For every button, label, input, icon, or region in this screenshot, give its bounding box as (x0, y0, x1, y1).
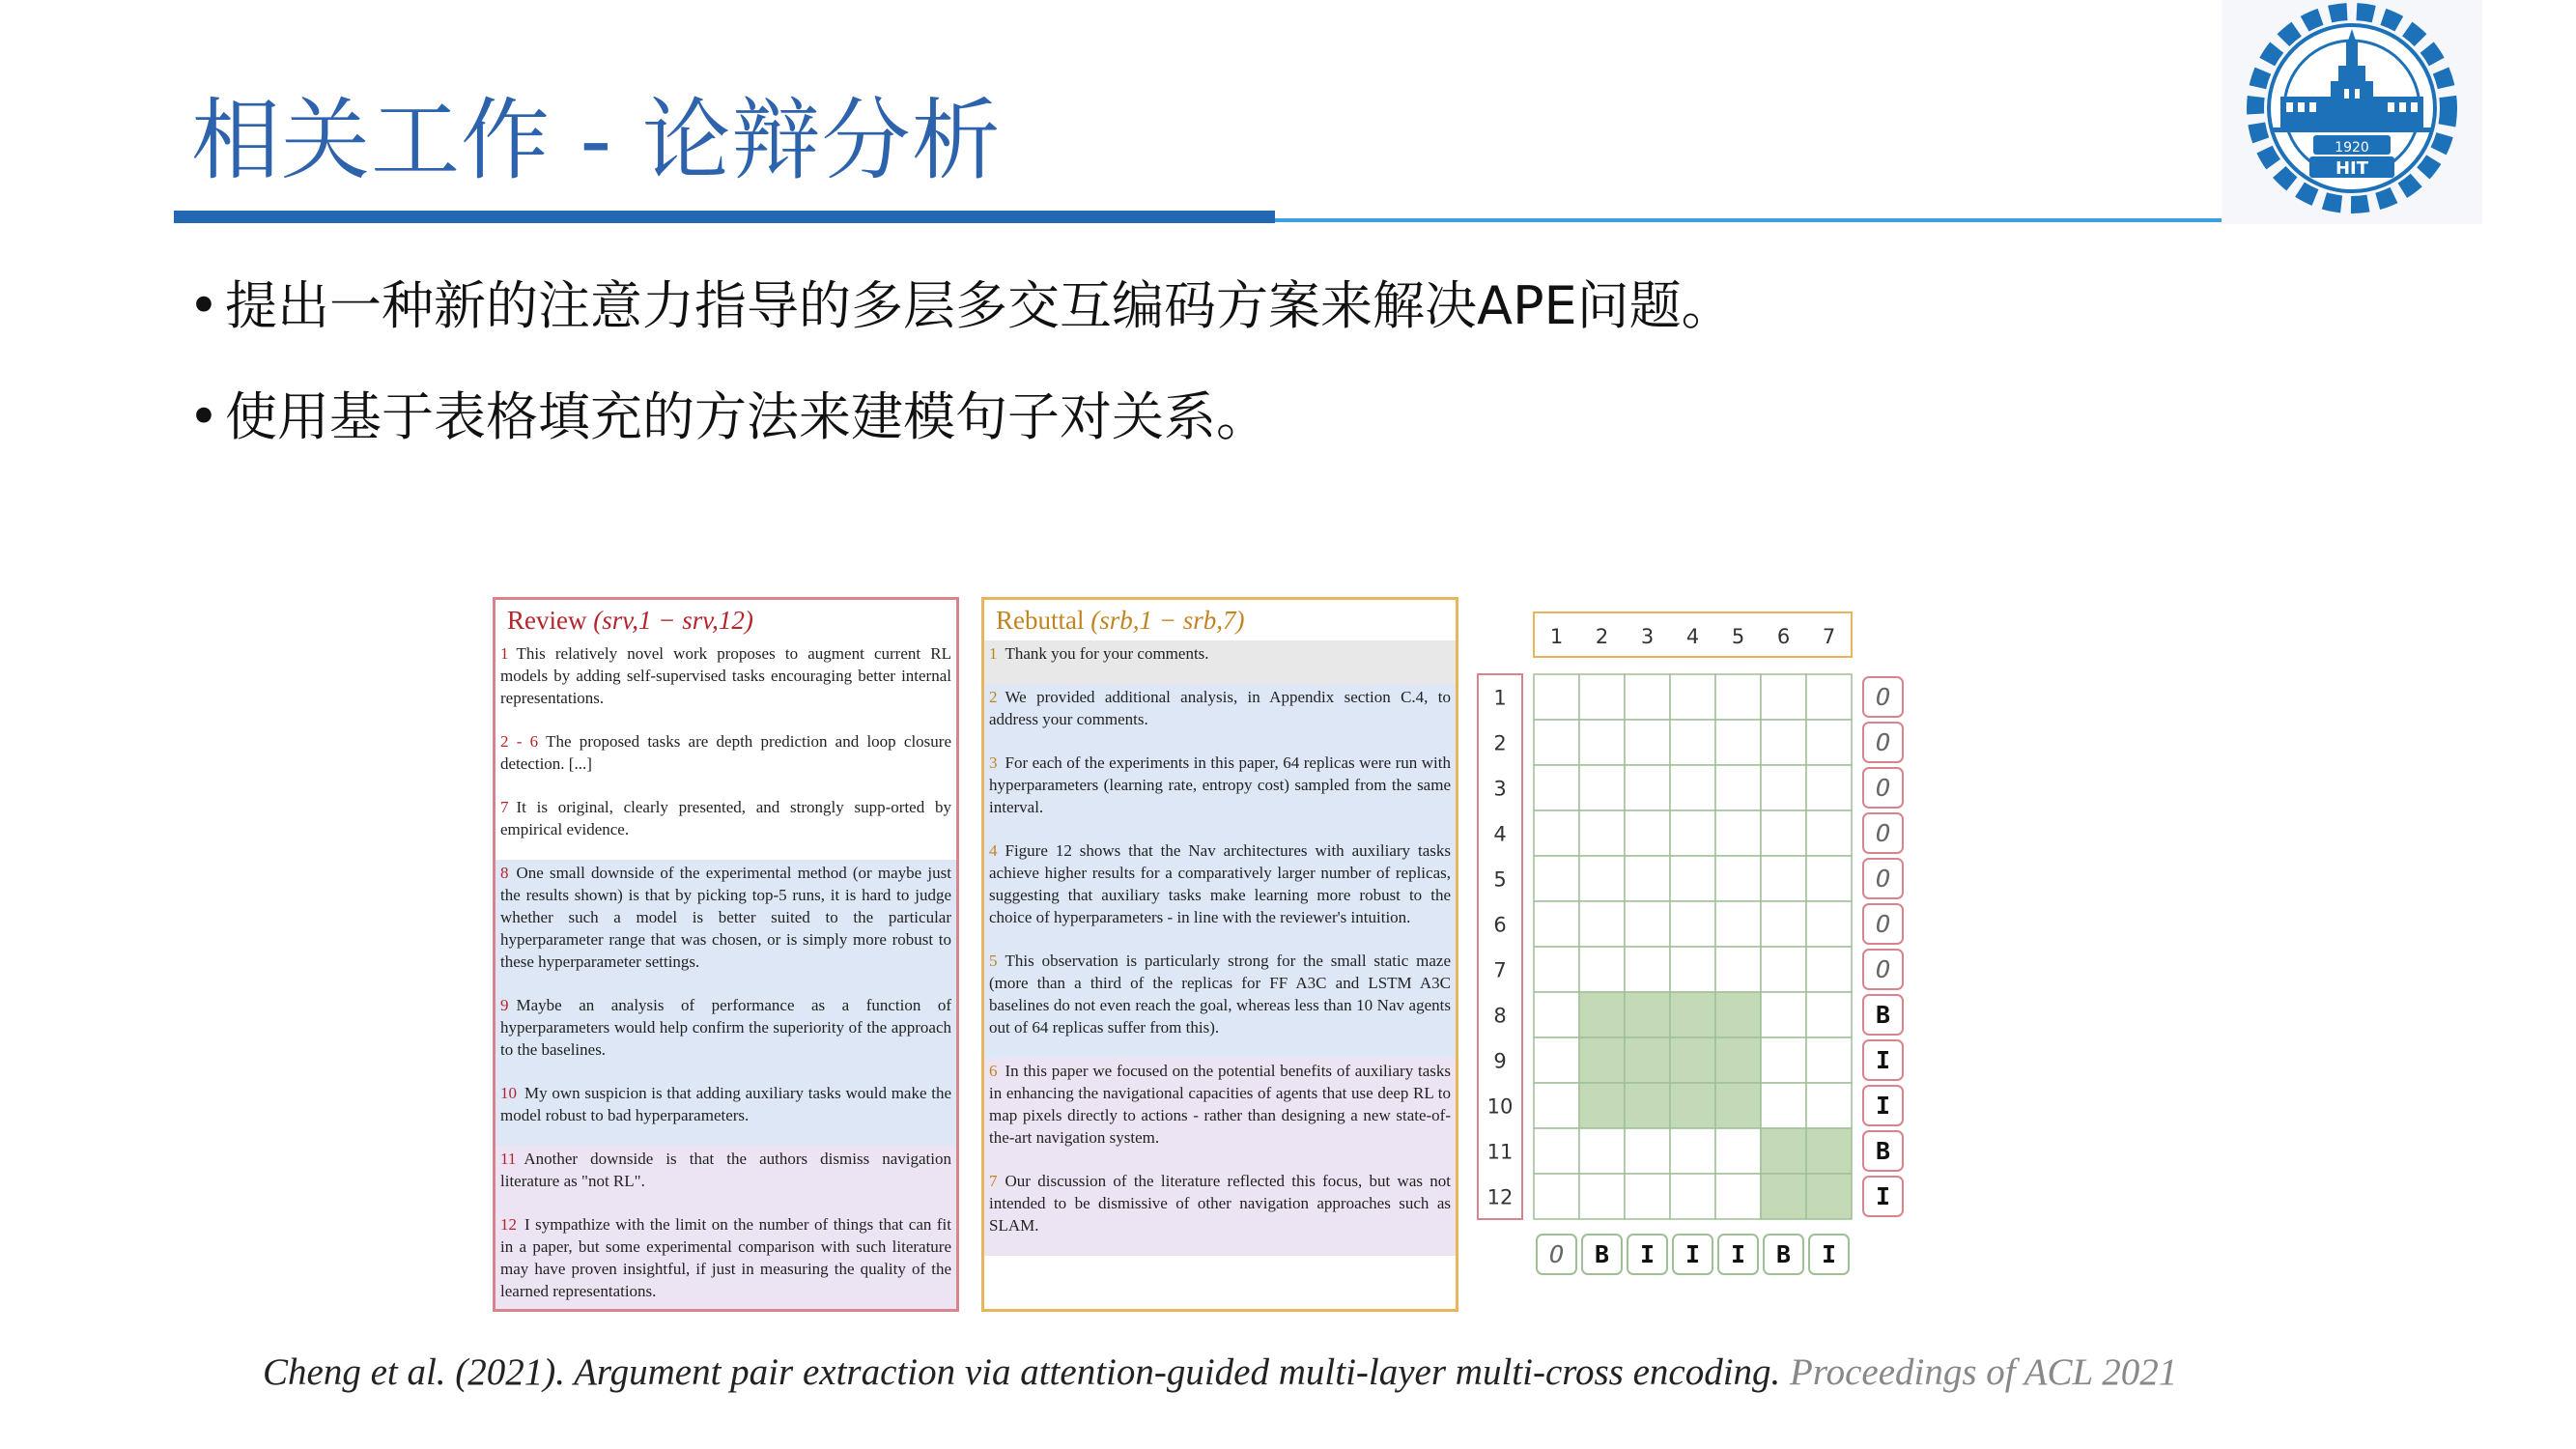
table-cell (1534, 1174, 1579, 1219)
table-cell (1579, 992, 1625, 1037)
table-cell (1625, 901, 1670, 947)
citation (263, 1350, 2177, 1394)
citation-venue: Proceedings of ACL 2021 (1790, 1351, 2178, 1393)
column-label: 5 (1731, 625, 1745, 648)
review-segment-number: 11 (500, 1150, 517, 1168)
table-cell (1579, 720, 1625, 765)
table-cell (1806, 856, 1852, 901)
review-segment-text: Another downside is that the authors dismiss navigation literature as "not RL". (500, 1150, 951, 1190)
table-cell (1670, 1037, 1715, 1083)
review-segment-text: This relatively novel work proposes to augment current RL models by adding self-supervised tasks encouraging better internal representations. (500, 644, 951, 707)
table-cell (1715, 947, 1761, 992)
table-cell (1761, 720, 1806, 765)
table-cell (1534, 765, 1579, 810)
table-cell (1625, 674, 1670, 720)
table-cell (1534, 720, 1579, 765)
table-cell (1806, 947, 1852, 992)
table-cell (1761, 1083, 1806, 1128)
review-segment (495, 640, 956, 728)
row-label: 10 (1486, 1094, 1514, 1119)
bullet-item (188, 275, 1734, 336)
review-segment-number: 1 (500, 644, 509, 663)
hit-logo-icon (2222, 0, 2482, 224)
table-cell (1670, 992, 1715, 1037)
table-cell (1806, 1128, 1852, 1174)
review-span: (srv,1 − srv,12) (593, 606, 753, 635)
rebuttal-segment (984, 838, 1456, 948)
row-tag: B (1875, 1001, 1891, 1029)
table-cell (1625, 1083, 1670, 1128)
table-cell (1534, 674, 1579, 720)
review-segment (495, 1211, 956, 1312)
table-cell (1761, 765, 1806, 810)
table-cell (1670, 856, 1715, 901)
table-cell (1806, 1037, 1852, 1083)
review-segment-text: I sympathize with the limit on the number of things that can fit in a paper, but some experimental comparison with such literature may have proven insightful, if just in measuring the quality of the learned representations. (500, 1215, 951, 1300)
table-cell (1806, 765, 1852, 810)
rebuttal-segment-text: We provided additional analysis, in Appendix section C.4, to address your comments. (989, 688, 1451, 728)
row-label: 9 (1493, 1049, 1507, 1073)
table-cell (1534, 1083, 1579, 1128)
review-segment-number: 2 - 6 (500, 732, 539, 751)
table-cell (1715, 1037, 1761, 1083)
column-tag: I (1684, 1240, 1701, 1268)
table-cell (1534, 901, 1579, 947)
pair-table-svg (1476, 611, 1920, 1296)
row-label: 8 (1493, 1004, 1507, 1028)
table-cell (1670, 1174, 1715, 1219)
row-tag: I (1875, 1046, 1891, 1074)
review-segment-number: 8 (500, 864, 509, 882)
table-cell (1715, 1174, 1761, 1219)
table-cell (1534, 1128, 1579, 1174)
table-cell (1670, 674, 1715, 720)
row-tag: O (1875, 955, 1891, 983)
rebuttal-segment-number: 5 (989, 952, 998, 970)
column-tag: B (1775, 1240, 1792, 1268)
rebuttal-header (984, 600, 1456, 640)
rebuttal-segment (984, 684, 1456, 750)
table-cell (1761, 947, 1806, 992)
table-cell (1670, 901, 1715, 947)
rebuttal-span: (srb,1 − srb,7) (1090, 606, 1245, 635)
review-segment (495, 860, 956, 992)
review-segment-number: 9 (500, 996, 509, 1014)
review-segment-text: The proposed tasks are depth prediction and loop closure detection. [...] (500, 732, 951, 773)
review-segment-text: My own suspicion is that adding auxiliary tasks would make the model robust to bad hyperparameters. (500, 1084, 951, 1124)
table-cell (1579, 674, 1625, 720)
table-cell (1715, 810, 1761, 856)
rebuttal-segments (984, 640, 1456, 1256)
table-cell (1761, 674, 1806, 720)
table-cell (1625, 1174, 1670, 1219)
table-cell (1715, 1128, 1761, 1174)
table-cell (1715, 765, 1761, 810)
pair-table (1476, 611, 1920, 1300)
review-header (495, 600, 956, 640)
rebuttal-segment-text: Thank you for your comments. (1005, 644, 1209, 663)
table-cell (1670, 765, 1715, 810)
table-cell (1579, 856, 1625, 901)
citation-main: Cheng et al. (2021). Argument pair extraction via attention-guided multi-layer multi-cross encoding. (263, 1351, 1781, 1393)
column-label: 7 (1822, 625, 1836, 648)
review-segment (495, 794, 956, 860)
column-tag: I (1821, 1240, 1837, 1268)
rebuttal-segment (984, 750, 1456, 838)
review-segment (495, 1146, 956, 1211)
table-cell (1806, 992, 1852, 1037)
table-cell (1579, 810, 1625, 856)
table-cell (1806, 720, 1852, 765)
table-cell (1625, 765, 1670, 810)
row-label: 2 (1493, 731, 1507, 755)
table-cell (1761, 901, 1806, 947)
review-segment-text: One small downside of the experimental method (or maybe just the results shown) is that by picking top-5 runs, it is hard to judge whether such a model is better suited to the particular hyperparameter range that was chosen, or is simply more robust to these hyperparameter settings. (500, 864, 951, 971)
bullet-item (188, 386, 1268, 447)
row-tag: I (1875, 1182, 1891, 1210)
rebuttal-panel (981, 597, 1458, 1312)
table-cell (1534, 992, 1579, 1037)
bullet-text: 使用基于表格填充的方法来建模句子对关系。 (225, 386, 1268, 447)
table-cell (1579, 1174, 1625, 1219)
review-segment-number: 10 (500, 1084, 517, 1102)
review-segment (495, 728, 956, 794)
row-tag: O (1875, 910, 1891, 938)
table-cell (1625, 856, 1670, 901)
column-tag: I (1639, 1240, 1656, 1268)
column-label: 3 (1640, 625, 1655, 648)
review-title: Review (507, 606, 587, 635)
table-cell (1625, 810, 1670, 856)
row-tag: O (1875, 819, 1891, 847)
rebuttal-segment-number: 6 (989, 1062, 998, 1080)
rebuttal-segment-text: Figure 12 shows that the Nav architectures with auxiliary tasks achieve higher results for a comparatively larger number of replicas, suggesting that auxiliary tasks make learning more robust to the choice of hyperparameters - in line with the reviewer's intuition. (989, 841, 1451, 926)
table-cell (1761, 1037, 1806, 1083)
table-cell (1625, 1037, 1670, 1083)
table-cell (1670, 1083, 1715, 1128)
column-label: 2 (1595, 625, 1609, 648)
row-header-box (1478, 674, 1522, 1219)
row-label: 3 (1493, 777, 1507, 801)
column-tag: O (1548, 1240, 1565, 1268)
logo-year: 1920 (2335, 140, 2369, 156)
row-tag: O (1875, 683, 1891, 711)
logo-letters: HIT (2335, 158, 2369, 179)
row-tag: I (1875, 1092, 1891, 1120)
table-cell (1806, 674, 1852, 720)
bullet-glyph: • (188, 386, 219, 447)
rebuttal-segment (984, 1058, 1456, 1168)
table-cell (1670, 947, 1715, 992)
table-cell (1715, 992, 1761, 1037)
table-cell (1579, 901, 1625, 947)
review-segment-text: Maybe an analysis of performance as a function of hyperparameters would help confirm the superiority of the approach to the baselines. (500, 996, 951, 1059)
rebuttal-segment-number: 1 (989, 644, 998, 663)
table-cell (1670, 810, 1715, 856)
column-label: 1 (1549, 625, 1564, 648)
table-cell (1715, 1083, 1761, 1128)
rebuttal-segment (984, 948, 1456, 1058)
row-tag: O (1875, 728, 1891, 756)
row-label: 4 (1493, 822, 1507, 846)
title-rule-dark (174, 211, 1275, 223)
rebuttal-segment (984, 1168, 1456, 1256)
rebuttal-segment-number: 2 (989, 688, 998, 706)
table-cell (1761, 810, 1806, 856)
table-cell (1806, 901, 1852, 947)
table-cell (1670, 720, 1715, 765)
table-cell (1715, 901, 1761, 947)
review-panel (493, 597, 959, 1312)
table-cell (1806, 1174, 1852, 1219)
table-cell (1579, 1128, 1625, 1174)
table-cell (1761, 992, 1806, 1037)
rebuttal-segment-text: For each of the experiments in this paper, 64 replicas were run with hyperparameters (learning rate, entropy cost) sampled from the same interval. (989, 753, 1451, 816)
table-cell (1534, 856, 1579, 901)
row-label: 12 (1486, 1185, 1514, 1209)
table-cell (1806, 810, 1852, 856)
review-segments (495, 640, 956, 1312)
table-cell (1579, 765, 1625, 810)
row-tag: B (1875, 1137, 1891, 1165)
rebuttal-title: Rebuttal (996, 606, 1085, 635)
column-label: 6 (1776, 625, 1791, 648)
row-tag: O (1875, 865, 1891, 893)
table-cell (1534, 1037, 1579, 1083)
rebuttal-segment-text: This observation is particularly strong for the small static maze (more than a third of the replicas for FF A3C and LSTM A3C baselines do not even reach the goal, whereas less than 10 Nav agents out of 64 replicas suffer from this). (989, 952, 1451, 1037)
row-tag: O (1875, 774, 1891, 802)
table-cell (1625, 720, 1670, 765)
row-label: 7 (1493, 958, 1507, 982)
column-label: 4 (1685, 625, 1700, 648)
row-label: 5 (1493, 867, 1507, 892)
column-tag: B (1594, 1240, 1610, 1268)
rebuttal-segment (984, 640, 1456, 684)
table-cell (1625, 1128, 1670, 1174)
row-label: 6 (1493, 913, 1507, 937)
rebuttal-segment-number: 7 (989, 1172, 998, 1190)
bullet-text: 提出一种新的注意力指导的多层多交互编码方案来解决APE问题。 (225, 275, 1734, 336)
table-cell (1761, 856, 1806, 901)
table-cell (1761, 1128, 1806, 1174)
rebuttal-segment-text: In this paper we focused on the potential benefits of auxiliary tasks in enhancing the navigational capacities of agents that use deep RL to map pixels directly to actions - rather than designing a new state-of-the-art navigation system. (989, 1062, 1451, 1147)
table-cell (1715, 674, 1761, 720)
review-segment-number: 12 (500, 1215, 517, 1234)
column-tag: I (1730, 1240, 1746, 1268)
slide-title: 相关工作 - 论辩分析 (191, 89, 1002, 192)
rebuttal-segment-number: 4 (989, 841, 998, 860)
table-cell (1534, 947, 1579, 992)
rebuttal-segment-text: Our discussion of the literature reflected this focus, but was not intended to be dismissive of other navigation approaches such as SLAM. (989, 1172, 1451, 1235)
table-cell (1579, 947, 1625, 992)
rebuttal-segment-number: 3 (989, 753, 998, 772)
table-cell (1579, 1083, 1625, 1128)
table-cell (1625, 992, 1670, 1037)
table-cell (1715, 856, 1761, 901)
table-cell (1579, 1037, 1625, 1083)
bullet-glyph: • (188, 275, 219, 336)
table-cell (1670, 1128, 1715, 1174)
row-label: 11 (1486, 1140, 1514, 1164)
table-cell (1534, 810, 1579, 856)
table-cell (1625, 947, 1670, 992)
table-cell (1715, 720, 1761, 765)
review-segment (495, 1080, 956, 1146)
review-segment-text: It is original, clearly presented, and strongly supp-orted by empirical evidence. (500, 798, 951, 838)
row-label: 1 (1493, 686, 1507, 710)
table-cell (1761, 1174, 1806, 1219)
review-segment (495, 992, 956, 1080)
review-segment-number: 7 (500, 798, 509, 816)
table-cell (1806, 1083, 1852, 1128)
